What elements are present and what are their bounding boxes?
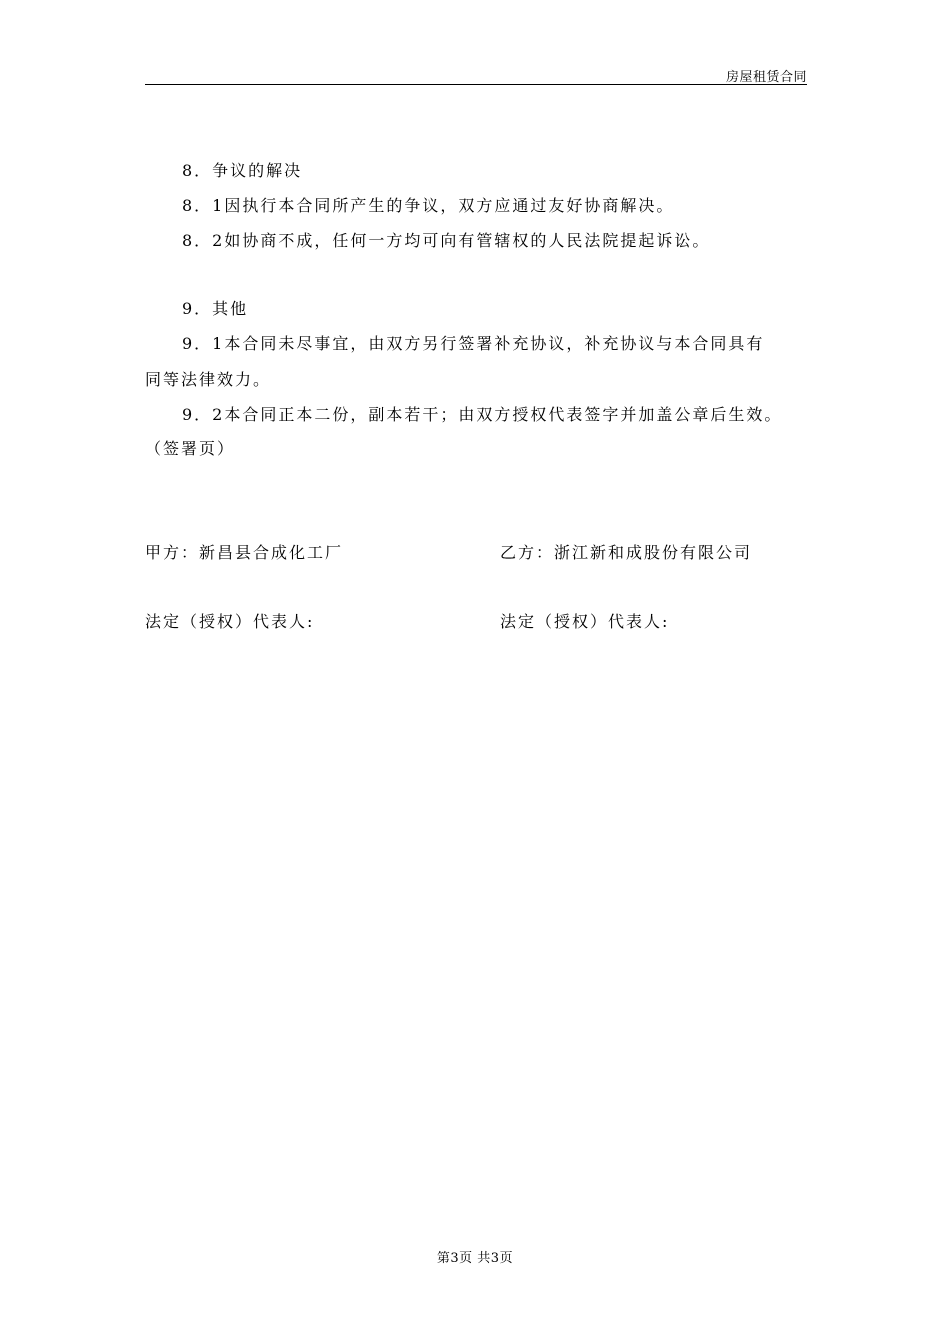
party-b-representative: 法定（授权）代表人: bbox=[500, 612, 670, 631]
party-a-name: 甲方：新昌县合成化工厂 bbox=[145, 543, 344, 562]
section-8-heading: 8．争议的解决 bbox=[182, 161, 303, 180]
clause-8-1: 8．1因执行本合同所产生的争议，双方应通过友好协商解决。 bbox=[182, 196, 675, 215]
party-a-representative: 法定（授权）代表人: bbox=[145, 612, 315, 631]
clause-9-1-continued: 同等法律效力。 bbox=[145, 370, 272, 389]
clause-9-2: 9．2本合同正本二份，副本若干；由双方授权代表签字并加盖公章后生效。 bbox=[182, 405, 783, 424]
header-title: 房屋租赁合同 bbox=[725, 70, 807, 85]
signature-page-note: （签署页） bbox=[145, 439, 236, 458]
clause-8-2: 8．2如协商不成，任何一方均可向有管辖权的人民法院提起诉讼。 bbox=[182, 231, 711, 250]
party-b-name: 乙方：浙江新和成股份有限公司 bbox=[500, 543, 753, 562]
section-9-heading: 9．其他 bbox=[182, 299, 249, 318]
clause-9-1: 9．1本合同未尽事宜，由双方另行签署补充协议，补充协议与本合同具有 bbox=[182, 334, 765, 353]
page-header bbox=[145, 62, 807, 85]
page-footer: 第3页 共3页 bbox=[436, 1251, 514, 1266]
